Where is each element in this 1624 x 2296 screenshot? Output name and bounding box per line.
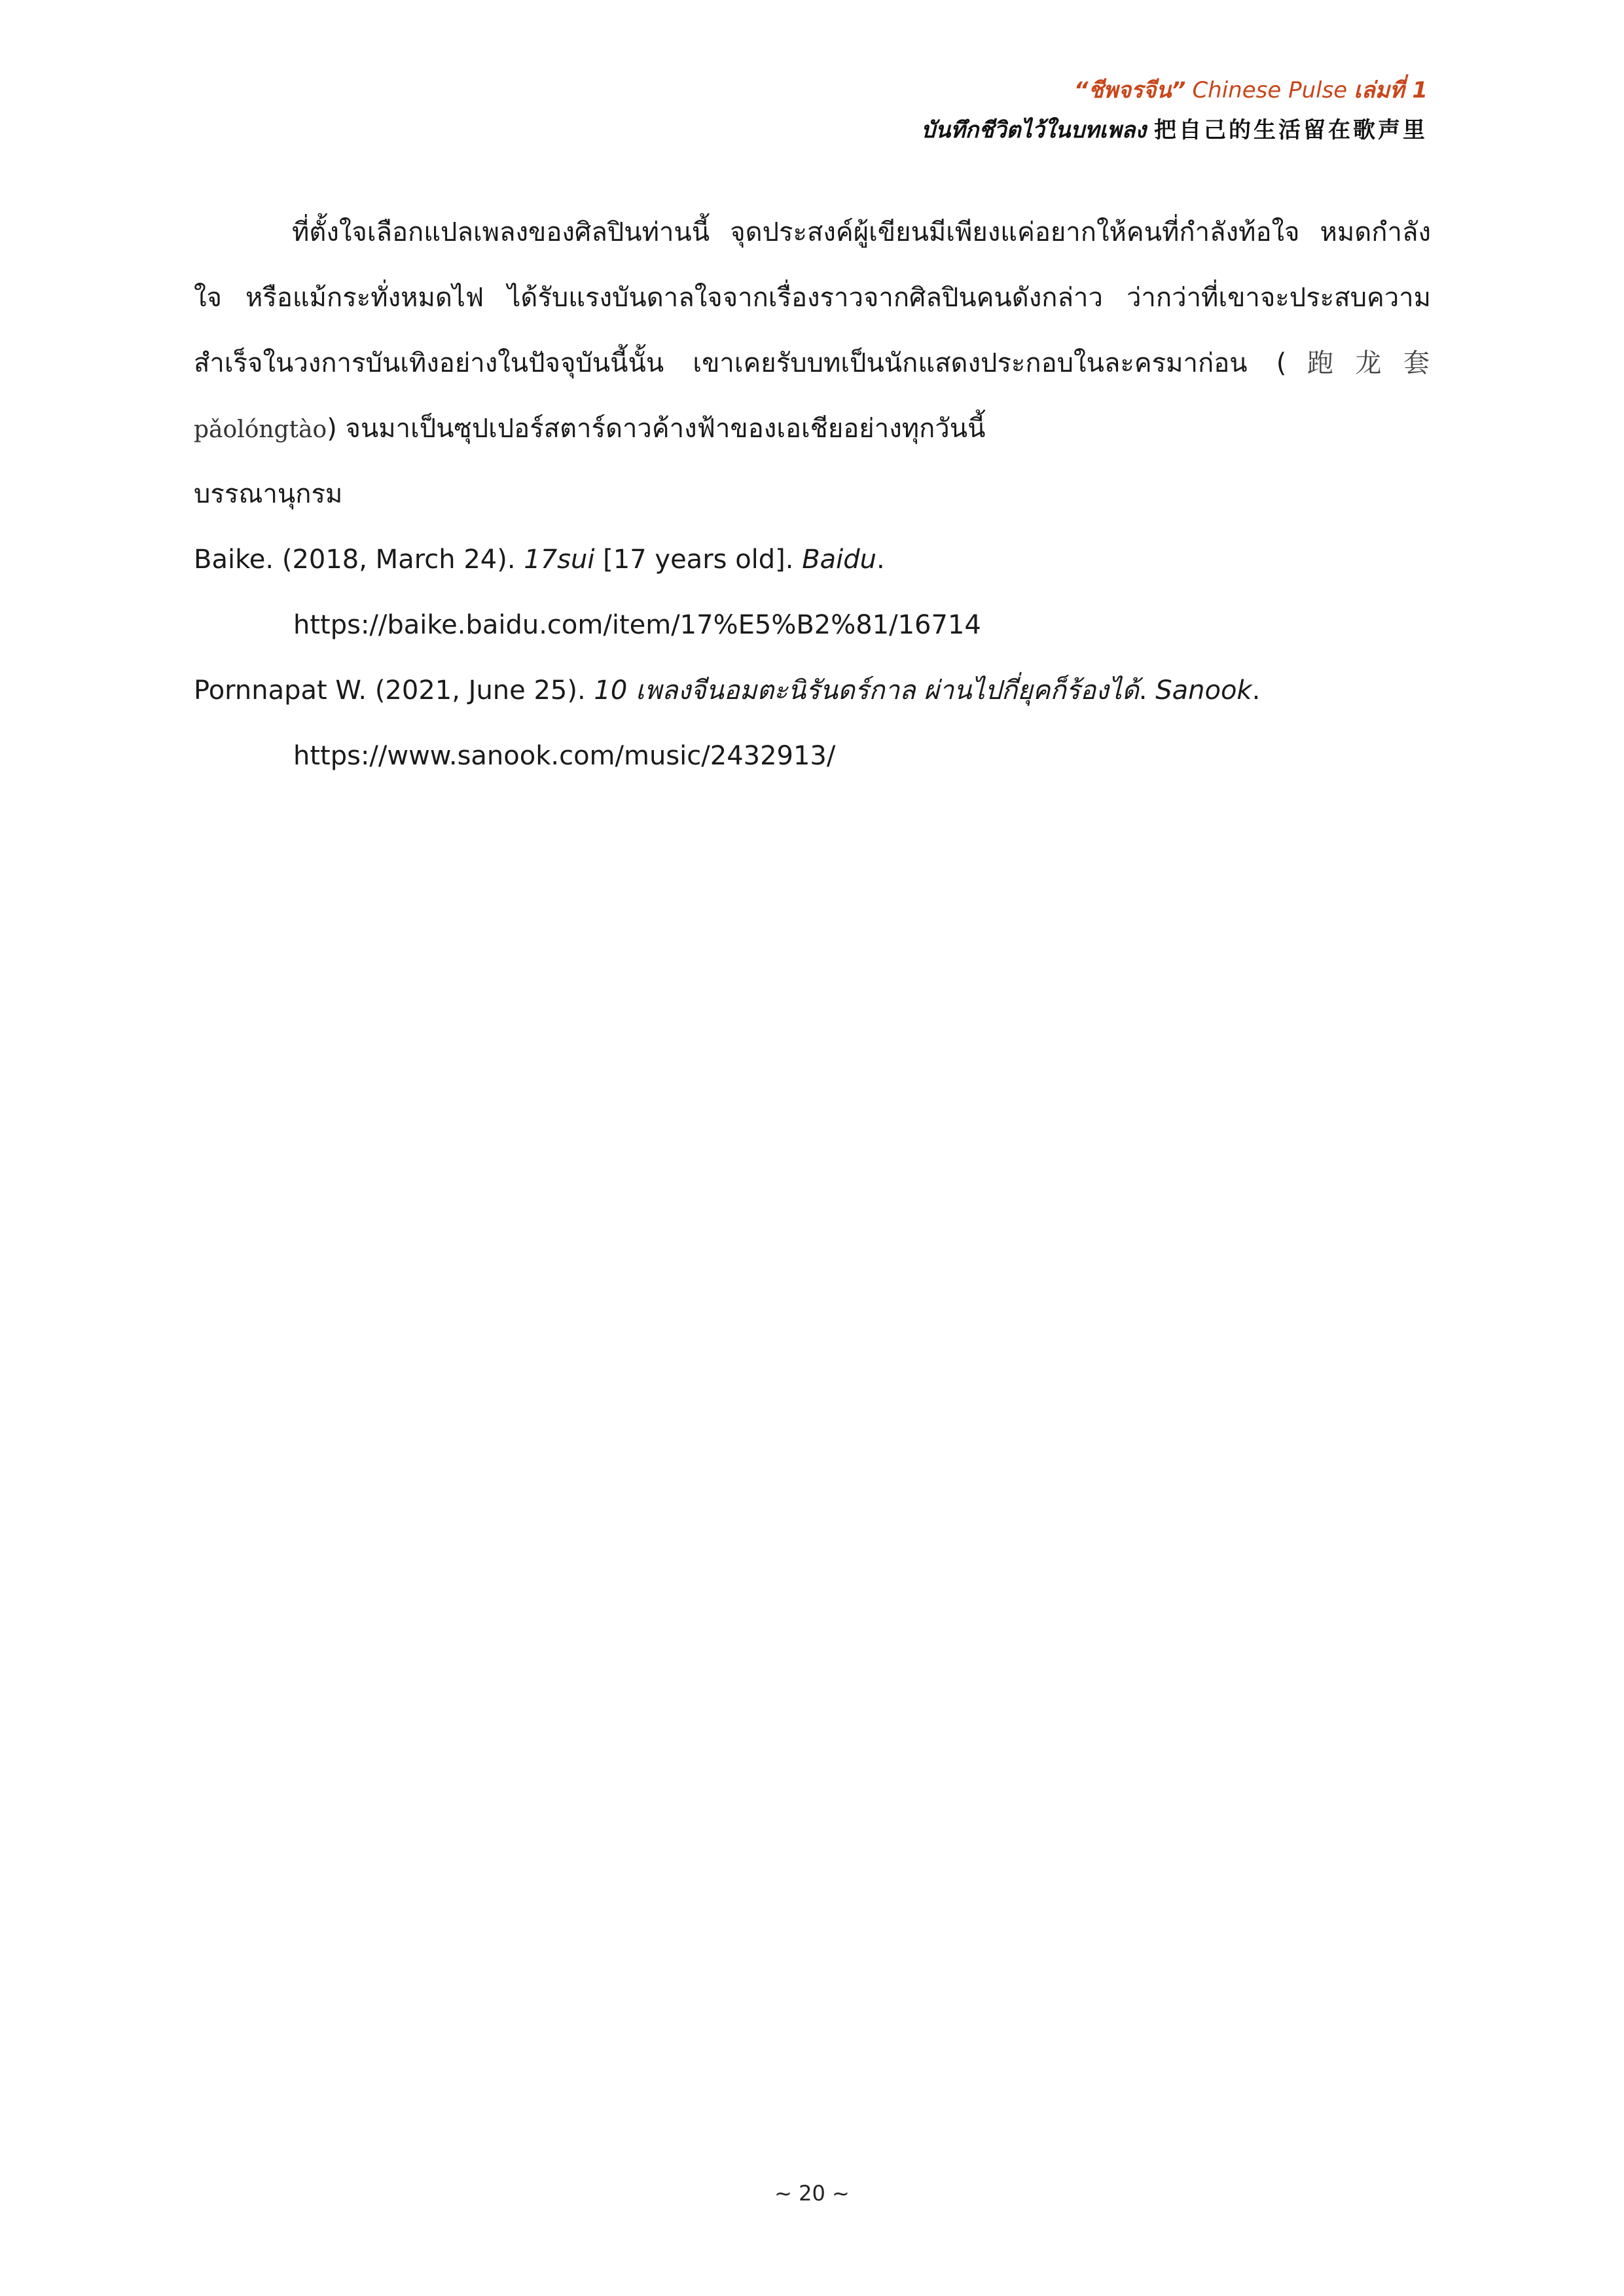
bibliography-url-link[interactable]: https://www.sanook.com/music/2432913/ [293, 741, 836, 771]
bib-entry-suffix: . [876, 545, 885, 575]
paragraph-text-part2: ) จนมาเป็นซุปเปอร์สตาร์ดาวค้างฟ้าของเอเชียอย่างทุกวันนี้ [327, 414, 986, 444]
header-subtitle-thai: บันทึกชีวิตไว้ในบทเพลง [921, 117, 1146, 143]
header-volume: เล่มที่ 1 [1354, 77, 1428, 103]
bibliography-heading: บรรณานุกรม [194, 479, 343, 509]
bib-entry-suffix: . [1252, 675, 1261, 706]
header-subtitle-line [921, 110, 1428, 151]
bib-entry-source: Sanook [1155, 675, 1252, 706]
page-number: ~ 20 ~ [774, 2181, 850, 2206]
paragraph-chinese-term: 跑龙套 [1286, 348, 1431, 378]
bib-entry-title: 17sui [524, 545, 595, 575]
header-title-thai: “ชีพจรจีน” [1074, 77, 1186, 103]
bibliography-entry [194, 658, 1431, 723]
bib-entry-middle: [17 years old]. [594, 545, 803, 575]
header-title-english: Chinese Pulse [1192, 77, 1348, 103]
header-subtitle-chinese: 把自己的生活留在歌声里 [1154, 117, 1428, 143]
bib-entry-prefix: Baike. (2018, March 24). [194, 545, 524, 575]
bib-entry-title: 10 เพลงจีนอมตะนิรันดร์กาล ผ่านไปกี่ยุคก็ร้องได้ [594, 675, 1139, 706]
body-paragraph [194, 200, 1431, 463]
bib-entry-source: Baidu [802, 545, 877, 575]
bibliography-url-link[interactable]: https://baike.baidu.com/item/17%E5%B2%81/16714 [293, 610, 981, 640]
bib-entry-prefix: Pornnapat W. (2021, June 25). [194, 675, 594, 706]
paragraph-pinyin: pǎolóngtào [194, 416, 327, 443]
paragraph-text-part1: ที่ตั้งใจเลือกแปลเพลงของศิลปินท่านนี้ จุดประสงค์ผู้เขียนมีเพียงแค่อยากให้คนที่กำลังท้อใจ หมดกำลังใจ หรือแม้กระทั่งหมดไฟ ได้รับแรงบันดาลใจจากเรื่องราวจากศิลปินคนดังกล่าว ว่ากว่าที่เขาจะประสบความสำเร็จในวงการบันเทิงอย่างในปัจจุบันนี้นั้น เขาเคยรับบทเป็นนักแสดงประกอบในละครมาก่อน ( [194, 217, 1431, 378]
running-header [921, 71, 1428, 151]
bibliography-entry [194, 527, 1431, 592]
page-body [194, 200, 1431, 789]
header-title-line [921, 71, 1428, 110]
bib-entry-middle: . [1138, 675, 1156, 706]
